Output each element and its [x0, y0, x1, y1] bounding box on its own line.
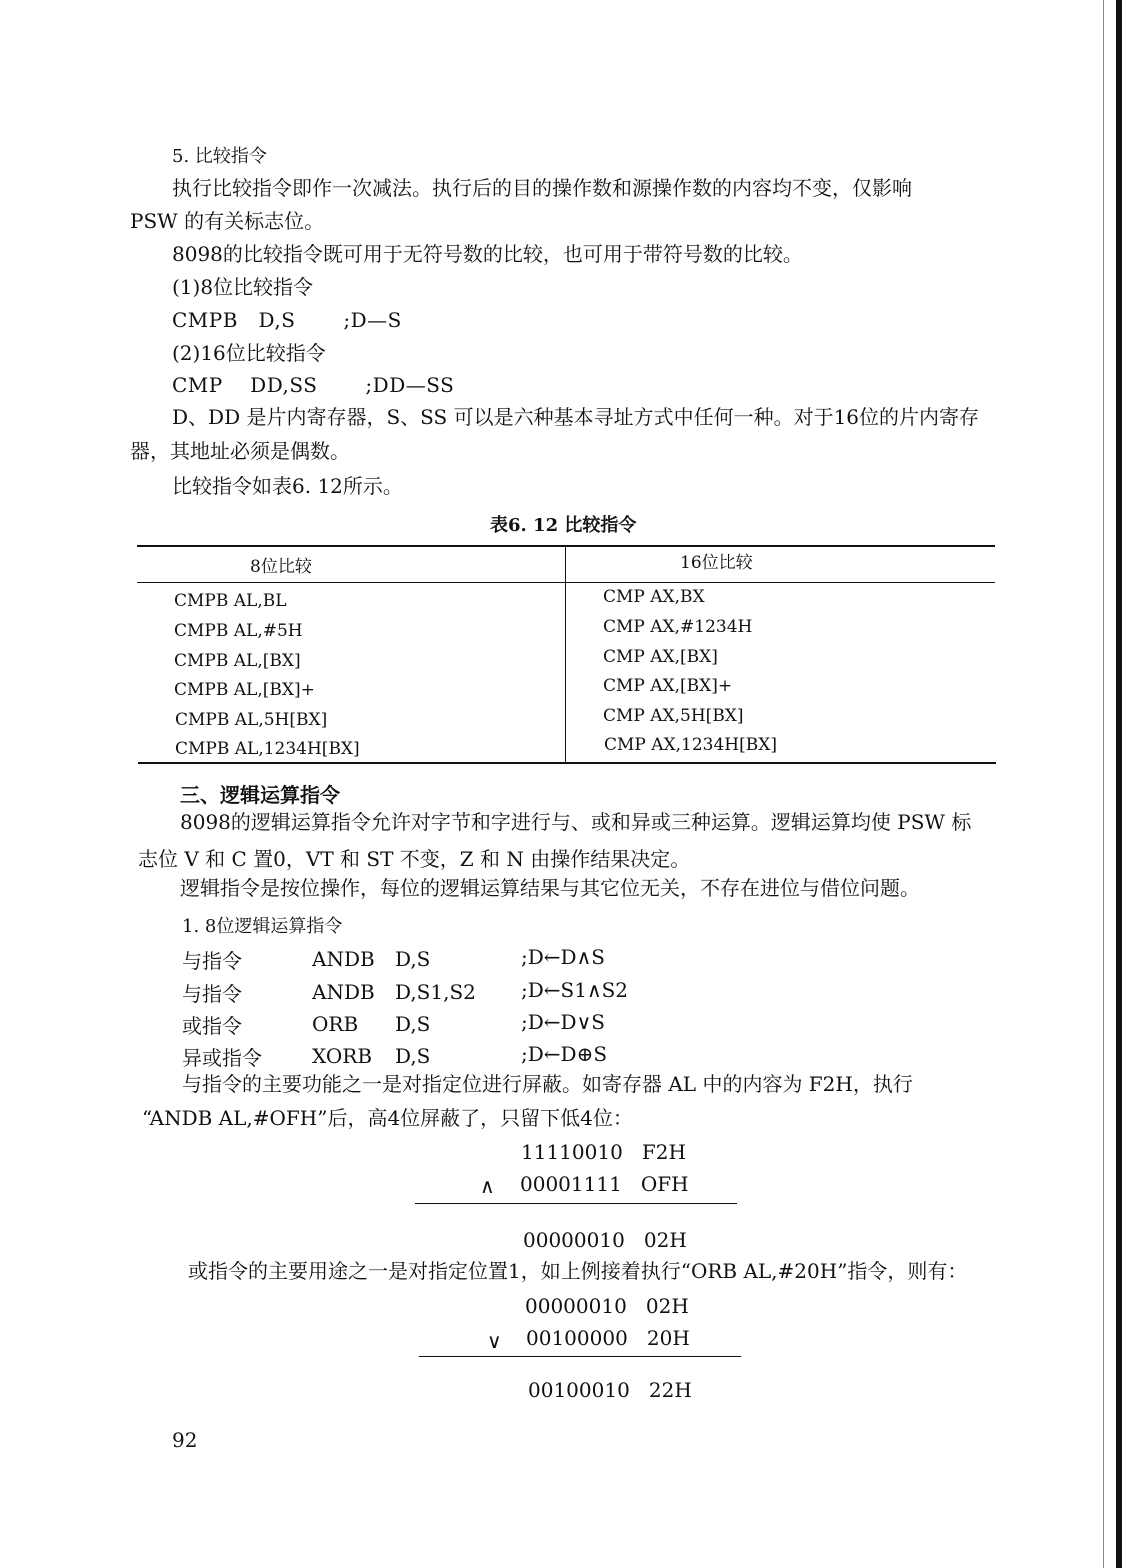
table-header-rule [137, 582, 995, 583]
section-heading: 三、逻辑运算指令 [180, 783, 340, 807]
table-bottom-rule [138, 762, 996, 764]
table-header-16bit: 16位比较 [680, 553, 753, 573]
or-result-rule [419, 1356, 741, 1357]
or-result: 00100010 22H [528, 1378, 692, 1402]
and-result-rule [415, 1203, 737, 1204]
paragraph-line: 逻辑指令是按位操作，每位的逻辑运算结果与其它位无关，不存在进位与借位问题。 [180, 876, 920, 900]
table-cell: CMPB AL,#5H [174, 621, 303, 641]
or-operand-1: 00000010 02H [525, 1294, 689, 1318]
table-column-divider [565, 547, 566, 762]
paragraph-line: 或指令的主要用途之一是对指定位置1，如上例接着执行“ORB AL,#20H”指令，则有： [188, 1259, 968, 1283]
paragraph-line: 比较指令如表6. 12所示。 [172, 474, 403, 498]
table-top-rule [137, 545, 995, 547]
table-cell: CMP AX,#1234H [603, 617, 753, 637]
code-line: CMP DD,SS ;DD—SS [172, 373, 455, 397]
table-cell: CMPB AL,[BX]+ [174, 680, 315, 700]
instruction-mnemonic: ANDB [312, 980, 375, 1004]
section-heading: 5. 比较指令 [172, 146, 267, 167]
instruction-operands: D,S [395, 1044, 431, 1068]
scan-edge-bar [1116, 0, 1122, 1568]
page-number: 92 [172, 1428, 198, 1452]
instruction-name: 与指令 [182, 982, 242, 1006]
or-operand-2: 00100000 20H [526, 1326, 690, 1350]
paragraph-line: PSW 的有关标志位。 [130, 209, 325, 233]
instruction-name: 与指令 [182, 949, 242, 973]
instruction-comment: ;D←D∧S [521, 945, 605, 969]
table-caption: 表6. 12 比较指令 [490, 515, 637, 536]
table-cell: CMP AX,BX [603, 587, 705, 607]
paragraph-line: 8098的比较指令既可用于无符号数的比较，也可用于带符号数的比较。 [172, 242, 803, 266]
table-cell: CMP AX,[BX]+ [603, 676, 733, 696]
paragraph-line: 与指令的主要功能之一是对指定位进行屏蔽。如寄存器 AL 中的内容为 F2H，执行 [182, 1072, 913, 1096]
instruction-comment: ;D←S1∧S2 [521, 978, 629, 1002]
table-cell: CMPB AL,1234H[BX] [175, 739, 360, 759]
subheading: 1. 8位逻辑运算指令 [182, 916, 343, 937]
paragraph-line: “ANDB AL,#OFH”后，高4位屏蔽了，只留下低4位： [142, 1106, 633, 1130]
code-line: CMPB D,S ;D—S [172, 308, 402, 332]
instruction-operands: D,S [395, 947, 431, 971]
table-cell: CMPB AL,BL [174, 591, 287, 611]
instruction-name: 或指令 [182, 1014, 242, 1038]
instruction-operands: D,S1,S2 [395, 980, 476, 1004]
instruction-mnemonic: ANDB [312, 947, 375, 971]
table-cell: CMPB AL,[BX] [174, 651, 301, 671]
table-header-8bit: 8位比较 [250, 557, 312, 577]
table-cell: CMP AX,[BX] [603, 647, 718, 667]
and-operand-1: 11110010 F2H [521, 1140, 686, 1164]
instruction-comment: ;D←D∨S [521, 1010, 605, 1034]
table-cell: CMP AX,1234H[BX] [604, 735, 777, 755]
paragraph-line: D、DD 是片内寄存器，S、SS 可以是六种基本寻址方式中任何一种。对于16位的片内寄存 [172, 405, 980, 429]
instruction-operands: D,S [395, 1012, 431, 1036]
instruction-mnemonic: ORB [312, 1012, 359, 1036]
table-cell: CMPB AL,5H[BX] [175, 710, 328, 730]
paragraph-line: 器，其地址必须是偶数。 [130, 439, 350, 463]
instruction-name: 异或指令 [182, 1046, 262, 1070]
paragraph-line: 志位 V 和 C 置0，VT 和 ST 不变，Z 和 N 由操作结果决定。 [138, 847, 691, 871]
subheading: (2)16位比较指令 [172, 341, 326, 365]
subheading: (1)8位比较指令 [172, 275, 314, 299]
or-symbol: ∨ [487, 1329, 502, 1353]
paragraph-line: 执行比较指令即作一次减法。执行后的目的操作数和源操作数的内容均不变，仅影响 [172, 176, 912, 200]
scan-edge-line [1103, 0, 1104, 1568]
and-result: 00000010 02H [523, 1228, 687, 1252]
instruction-comment: ;D←D⊕S [521, 1042, 608, 1066]
instruction-mnemonic: XORB [312, 1044, 373, 1068]
and-operand-2: 00001111 OFH [520, 1172, 689, 1196]
and-symbol: ∧ [480, 1174, 495, 1198]
table-cell: CMP AX,5H[BX] [603, 706, 744, 726]
paragraph-line: 8098的逻辑运算指令允许对字节和字进行与、或和异或三种运算。逻辑运算均使 PSW 标 [180, 810, 972, 834]
